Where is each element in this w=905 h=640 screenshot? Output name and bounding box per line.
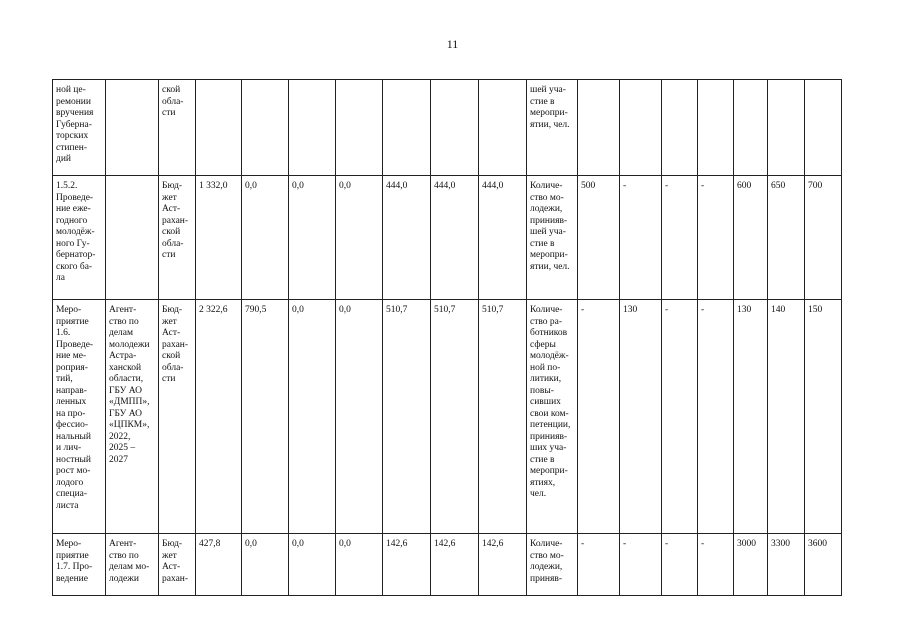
target-value-cell — [698, 80, 734, 176]
funding-value-cell: 790,5 — [242, 300, 289, 534]
indicator-cell: Количе- ство мо- лодежи, приняв- — [527, 534, 578, 596]
funding-source-cell: Бюд- жет Аст- рахан- ской обла- сти — [159, 300, 196, 534]
funding-source-cell: ской обла- сти — [159, 80, 196, 176]
funding-value-cell — [242, 80, 289, 176]
funding-value-cell: 142,6 — [431, 534, 479, 596]
program-table — [52, 79, 842, 596]
target-value-cell: 130 — [620, 300, 662, 534]
target-value-cell: - — [578, 300, 620, 534]
funding-value-cell — [383, 80, 431, 176]
executor-cell: Агент- ство по делам молодежи Астра- ханской области, ГБУ АО «ДМПП», ГБУ АО «ЦПКМ», 2022, 2025 – 2027 — [106, 300, 159, 534]
funding-value-cell — [336, 80, 383, 176]
target-value-cell: - — [662, 300, 698, 534]
target-value-cell: - — [620, 534, 662, 596]
target-value-cell — [620, 80, 662, 176]
target-value-cell — [734, 80, 768, 176]
funding-value-cell: 0,0 — [242, 534, 289, 596]
target-value-cell: - — [698, 300, 734, 534]
table-row — [53, 534, 842, 596]
funding-value-cell — [196, 80, 242, 176]
target-value-cell — [805, 80, 842, 176]
target-value-cell: - — [662, 176, 698, 300]
funding-value-cell: 1 332,0 — [196, 176, 242, 300]
executor-cell — [106, 176, 159, 300]
funding-value-cell: 0,0 — [336, 300, 383, 534]
funding-value-cell: 2 322,6 — [196, 300, 242, 534]
target-value-cell — [662, 80, 698, 176]
indicator-cell: Количе- ство мо- лодежи, принияв- шей уча- стие в меропри- ятии, чел. — [527, 176, 578, 300]
target-value-cell: - — [662, 534, 698, 596]
funding-value-cell: 444,0 — [431, 176, 479, 300]
target-value-cell: 130 — [734, 300, 768, 534]
funding-value-cell: 142,6 — [479, 534, 527, 596]
target-value-cell: 700 — [805, 176, 842, 300]
executor-cell: Агент- ство по делам мо- лодежи — [106, 534, 159, 596]
funding-value-cell — [431, 80, 479, 176]
indicator-cell: Количе- ство ра- ботников сферы молодёж- ной по- литики, повы- сивших свои ком- петенции, принияв- ших уча- стие в меропри- ятиях, чел. — [527, 300, 578, 534]
funding-value-cell: 0,0 — [289, 300, 336, 534]
event-name-cell: ной це- ремонии вручения Губерна- торских стипен- дий — [53, 80, 106, 176]
target-value-cell: 3600 — [805, 534, 842, 596]
target-value-cell: 150 — [805, 300, 842, 534]
funding-value-cell: 0,0 — [242, 176, 289, 300]
table-row — [53, 80, 842, 176]
event-name-cell: Меро- приятие 1.7. Про- ведение — [53, 534, 106, 596]
event-name-cell: 1.5.2. Проведе- ние еже- годного молодёж- ного Гу- бернатор- ского ба- ла — [53, 176, 106, 300]
target-value-cell: 500 — [578, 176, 620, 300]
funding-source-cell: Бюд- жет Аст- рахан- ской обла- сти — [159, 176, 196, 300]
table-row — [53, 176, 842, 300]
funding-value-cell — [479, 80, 527, 176]
funding-value-cell — [289, 80, 336, 176]
target-value-cell: - — [620, 176, 662, 300]
target-value-cell: - — [578, 534, 620, 596]
target-value-cell: 650 — [768, 176, 805, 300]
executor-cell — [106, 80, 159, 176]
target-value-cell: - — [698, 534, 734, 596]
event-name-cell: Меро- приятие 1.6. Проведе- ние ме- роприя- тий, направ- ленных на про- фессио- нальный и лич- ностный рост мо- лодого специа- листа — [53, 300, 106, 534]
funding-value-cell: 0,0 — [289, 176, 336, 300]
funding-value-cell: 0,0 — [336, 176, 383, 300]
target-value-cell: 3300 — [768, 534, 805, 596]
funding-value-cell: 510,7 — [383, 300, 431, 534]
funding-value-cell: 510,7 — [479, 300, 527, 534]
funding-value-cell: 444,0 — [383, 176, 431, 300]
target-value-cell — [768, 80, 805, 176]
target-value-cell: - — [698, 176, 734, 300]
target-value-cell: 140 — [768, 300, 805, 534]
target-value-cell: 600 — [734, 176, 768, 300]
target-value-cell: 3000 — [734, 534, 768, 596]
target-value-cell — [578, 80, 620, 176]
funding-value-cell: 444,0 — [479, 176, 527, 300]
funding-value-cell: 510,7 — [431, 300, 479, 534]
funding-value-cell: 0,0 — [336, 534, 383, 596]
page-number: 11 — [446, 37, 459, 51]
table-row — [53, 300, 842, 534]
indicator-cell: шей уча- стие в меропри- ятии, чел. — [527, 80, 578, 176]
funding-source-cell: Бюд- жет Аст- рахан- — [159, 534, 196, 596]
funding-value-cell: 427,8 — [196, 534, 242, 596]
funding-value-cell: 142,6 — [383, 534, 431, 596]
funding-value-cell: 0,0 — [289, 534, 336, 596]
